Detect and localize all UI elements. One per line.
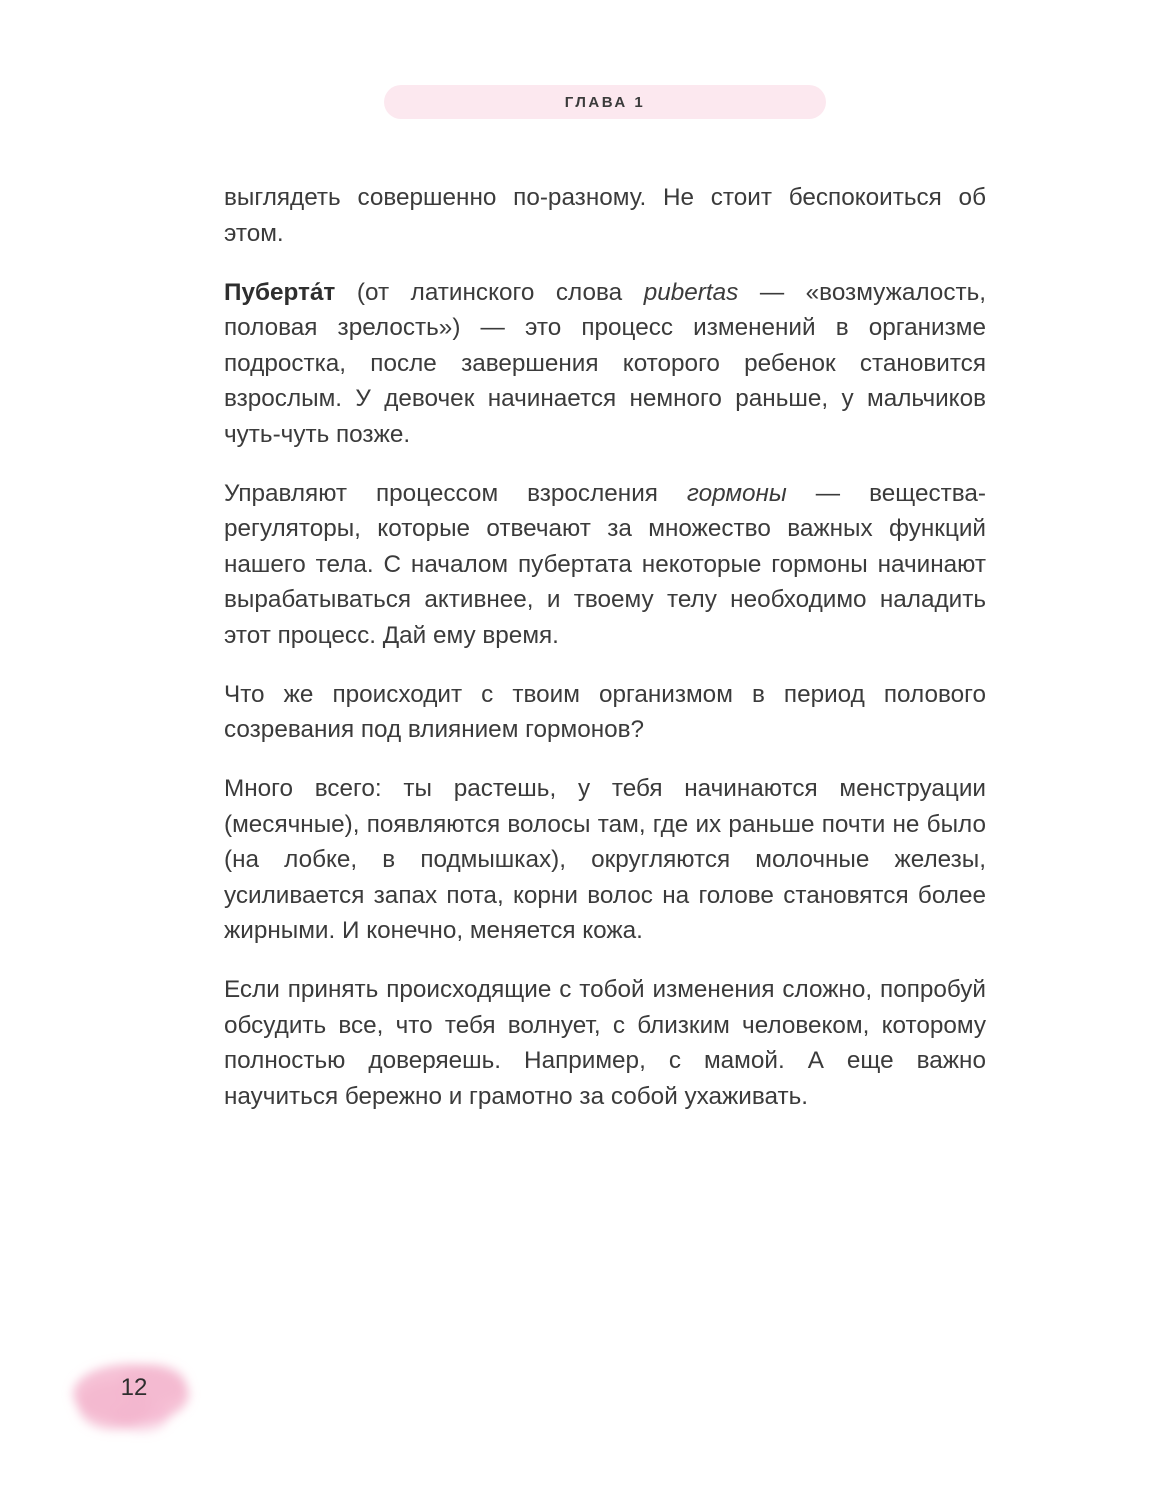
latin-word: pubertas	[643, 278, 739, 306]
paragraph-1: выглядеть совершенно по-разному. Не стоит беспокоиться об этом.	[224, 184, 986, 247]
paragraph-3-text-b: — вещества-регуляторы, которые отвечают за множество важных функций нашего тела. С началом пубертата некоторые гормоны начинают вырабатываться активнее, и твоему телу необходимо наладить этот процесс. Дай ему время.	[224, 479, 986, 649]
paragraph-3	[224, 476, 986, 654]
term-hormones: гормоны	[686, 479, 787, 507]
paragraph-2-text-a: (от латинского слова	[335, 278, 644, 306]
paragraph-5: Много всего: ты растешь, у тебя начинаются менструации (месячные), появляются волосы там, где их раньше почти не было (на лобке, в подмышках), округляются молочные железы, усиливается запах пота, корни волос на голове становятся более жирными. И конечно, меняется кожа.	[224, 775, 986, 944]
paragraph-4: Что же происходит с твоим организмом в период полового созревания под влиянием гормонов?	[224, 680, 986, 743]
paragraph-2	[224, 275, 986, 453]
chapter-label: ГЛАВА 1	[564, 93, 646, 111]
term-puberty: Пуберта́т	[224, 278, 336, 306]
page-number: 12	[120, 1374, 148, 1401]
body-text	[224, 180, 986, 1138]
paragraph-6: Если принять происходящие с тобой изменения сложно, попробуй обсудить все, что тебя волнует, с близким человеком, которому полностью доверяешь. Например, с мамой. А еще важно научиться бережно и грамотно за собой ухаживать.	[224, 976, 986, 1110]
chapter-header	[384, 85, 826, 119]
paragraph-3-text-a: Управляют процессом взросления	[224, 479, 687, 507]
paragraph-2-text-b: — «возмужалость, половая зрелость») — это процесс изменений в организме подростка, после завершения которого ребенок становится взрослым. У девочек начинается немного раньше, у мальчиков чуть-чуть позже.	[224, 278, 987, 448]
